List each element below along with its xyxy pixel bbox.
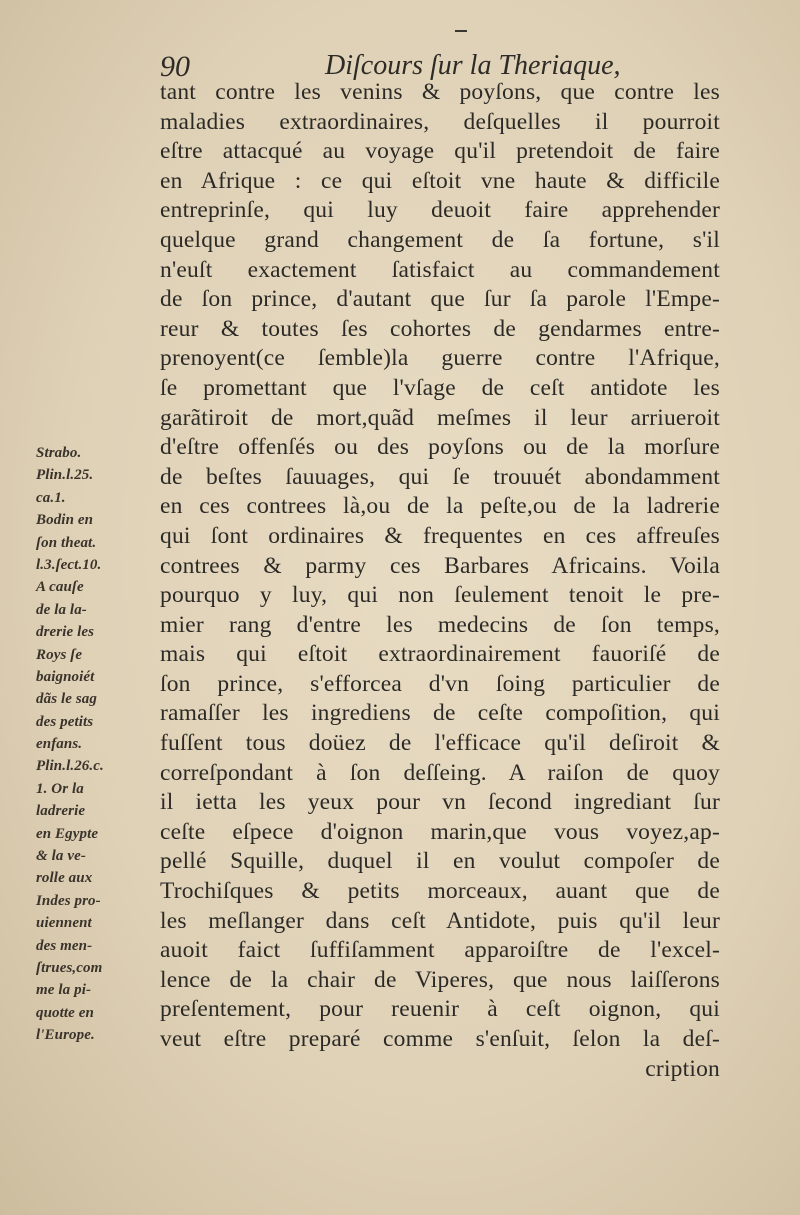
text-line: auoit faict ſuffiſamment apparoiſtre de l'excel- xyxy=(160,937,720,964)
margin-note: uiennent xyxy=(36,915,92,932)
text-line: quelque grand changement de ſa fortune, s'il xyxy=(160,226,720,253)
margin-note: ca.1. xyxy=(36,489,66,506)
margin-note: rolle aux xyxy=(36,870,93,887)
margin-note: l'Europe. xyxy=(36,1027,95,1044)
text-line: preſentement, pour reuenir à ceſt oignon, qui xyxy=(160,996,720,1023)
text-line: pourquo y luy, qui non ſeulement tenoit le pre- xyxy=(160,582,720,609)
marginal-notes xyxy=(36,442,154,1047)
text-line: mais qui eſtoit extraordinairement fauoriſé de xyxy=(160,641,720,668)
ink-mark xyxy=(455,30,467,32)
margin-note: drerie les xyxy=(36,624,95,641)
text-line: de beſtes ſauuages, qui ſe trouuét abondamment xyxy=(160,463,720,490)
text-line: cription xyxy=(645,1055,720,1082)
text-line: entreprinſe, qui luy deuoit faire apprehender xyxy=(160,197,720,224)
text-line: mier rang d'entre les medecins de ſon temps, xyxy=(160,611,720,638)
text-line: en ces contrees là,ou de la peſte,ou de la ladrerie xyxy=(160,493,720,520)
text-line: garãtiroit de mort,quãd meſmes il leur arriueroit xyxy=(160,404,720,431)
text-line: en Afrique : ce qui eſtoit vne haute & difficile xyxy=(160,167,720,194)
text-line: tant contre les venins & poyſons, que contre les xyxy=(160,79,720,105)
margin-note: & la ve- xyxy=(36,848,86,865)
margin-note: des men- xyxy=(36,937,93,954)
margin-note: Roys ſe xyxy=(36,646,83,663)
text-line: il ietta les yeux pour vn ſecond ingrediant ſur xyxy=(160,789,720,816)
text-line: Trochiſques & petits morceaux, auant que de xyxy=(160,878,720,905)
margin-note: en Egypte xyxy=(36,825,99,842)
margin-note: Plin.l.25. xyxy=(36,467,94,484)
text-line: ceſte eſpece d'oignon marin,que vous voyez,ap- xyxy=(160,818,720,845)
body-text xyxy=(160,78,720,1084)
margin-note: Plin.l.26.c. xyxy=(36,758,104,775)
margin-note: l.3.ſect.10. xyxy=(36,556,102,573)
text-line: fuſſent tous doüez de l'efficace qu'il deſiroit & xyxy=(160,730,720,757)
margin-note: quotte en xyxy=(36,1004,94,1021)
text-line: ramaſſer les ingrediens de ceſte compoſition, qui xyxy=(160,700,720,727)
text-line: ſe promettant que l'vſage de ceſt antidote les xyxy=(160,374,720,401)
text-line: les meſlanger dans ceſt Antidote, puis qu'il leur xyxy=(160,907,720,934)
margin-note: ſon theat. xyxy=(36,534,97,551)
margin-note: Strabo. xyxy=(36,445,82,461)
text-line: lence de la chair de Viperes, que nous laiſſerons xyxy=(160,966,720,993)
text-line: veut eſtre preparé comme s'enſuit, ſelon la deſ- xyxy=(160,1026,720,1052)
text-line: de ſon prince, d'autant que ſur ſa parole l'Empe- xyxy=(160,286,720,313)
margin-note: baignoiét xyxy=(36,668,95,685)
text-line: correſpondant à ſon deſſeing. A raiſon de quoy xyxy=(160,759,720,786)
text-line: qui ſont ordinaires & frequentes en ces affreuſes xyxy=(160,522,720,549)
margin-note: ladrerie xyxy=(36,803,86,820)
margin-note: Indes pro- xyxy=(36,892,101,909)
margin-note: de la la- xyxy=(36,601,87,618)
margin-note: enfans. xyxy=(36,736,83,753)
margin-note: Bodin en xyxy=(36,512,94,529)
text-line: prenoyent(ce ſemble)la guerre contre l'Afrique, xyxy=(160,345,720,372)
text-line: maladies extraordinaires, deſquelles il pourroit xyxy=(160,108,720,135)
text-line: n'euſt exactement ſatisfaict au commandement xyxy=(160,256,720,283)
text-line: contrees & parmy ces Barbares Africains. Voila xyxy=(160,552,720,579)
text-line: eſtre attacqué au voyage qu'il pretendoit de faire xyxy=(160,138,720,165)
text-line: d'eſtre offenſés ou des poyſons ou de la morſure xyxy=(160,434,720,461)
text-line: pellé Squille, duquel il en voulut compoſer de xyxy=(160,848,720,875)
text-line: reur & toutes ſes cohortes de gendarmes entre- xyxy=(160,315,720,342)
margin-note: A cauſe xyxy=(36,579,84,596)
margin-note: des petits xyxy=(36,713,94,730)
running-title: Diſcours ſur la Theriaque, xyxy=(325,50,621,81)
margin-note: dãs le sag xyxy=(36,691,97,708)
page-number: 90 xyxy=(160,50,190,83)
margin-note: me la pi- xyxy=(36,982,92,999)
margin-note: 1. Or la xyxy=(36,780,84,797)
text-line: ſon prince, s'efforcea d'vn ſoing particulier de xyxy=(160,670,720,697)
margin-note: ſtrues,com xyxy=(36,959,103,976)
